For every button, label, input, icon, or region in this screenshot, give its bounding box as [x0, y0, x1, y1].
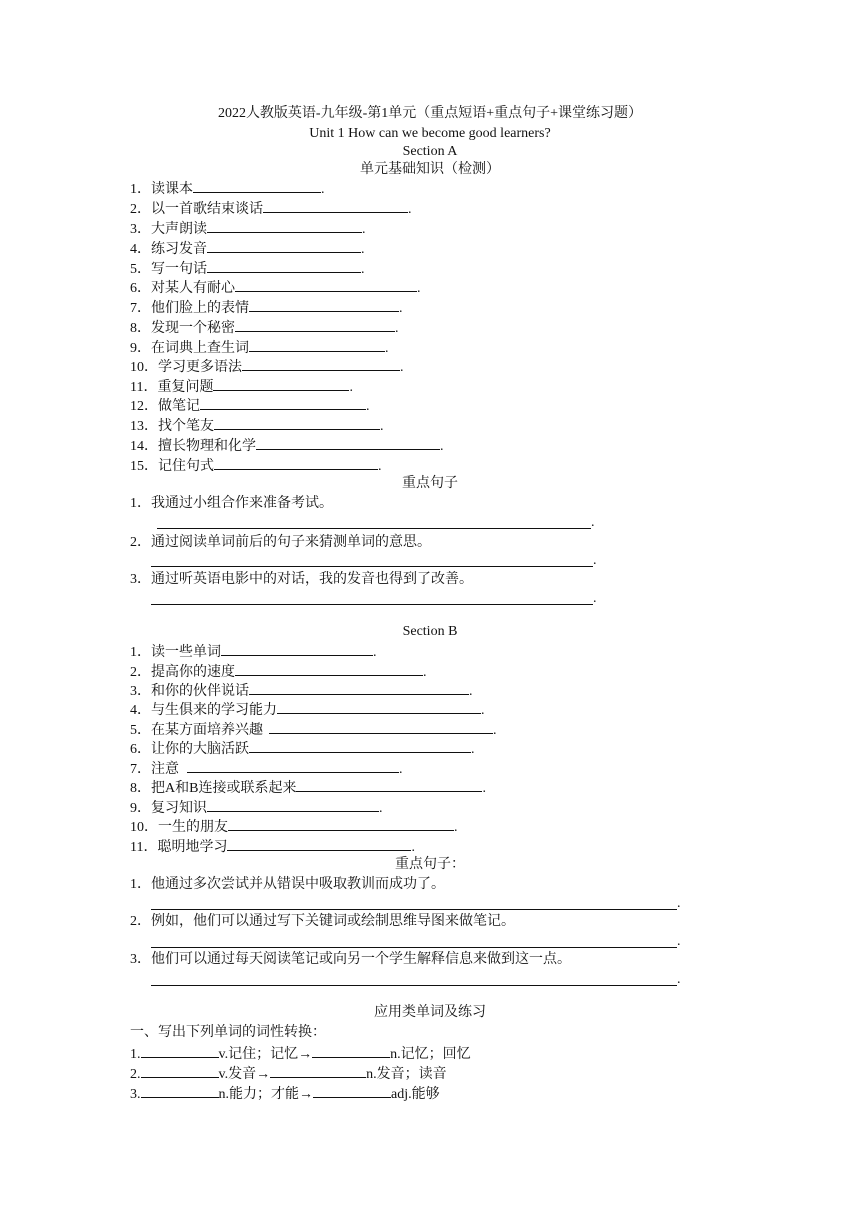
- section-subtitle: 单元基础知识（检测）: [360, 162, 500, 177]
- section-a-heading: Section A: [402, 144, 458, 159]
- answer-blank[interactable]: [277, 699, 481, 714]
- answer-blank[interactable]: [207, 218, 362, 233]
- answer-period: .: [593, 591, 597, 606]
- answer-blank[interactable]: [270, 1063, 366, 1078]
- phrase-item: 4．与生俱来的学习能力 .: [130, 699, 485, 719]
- practice-item: 3. n.能力；才能→ adj.能够: [130, 1083, 440, 1103]
- phrase-item: 1．读一些单词 .: [130, 641, 377, 661]
- phrase-item: 3．和你的伙伴说话 .: [130, 680, 473, 700]
- practice-item: 1. v.记住；记忆→ n.记忆；回忆: [130, 1043, 471, 1063]
- phrase-item: 5．写一句话 .: [130, 258, 365, 278]
- key-sentences-heading: 重点句子: [402, 476, 458, 491]
- answer-blank[interactable]: [227, 836, 411, 851]
- answer-blank[interactable]: [141, 1043, 219, 1058]
- sentence-prompt: 3．他们可以通过每天阅读笔记或向另一个学生解释信息来做到这一点。: [130, 952, 571, 967]
- practice-instruction: 一、写出下列单词的词性转换：: [130, 1025, 326, 1040]
- phrase-item: 13．找个笔友 .: [130, 415, 384, 435]
- phrase-item: 7．注意 .: [130, 758, 403, 778]
- answer-blank[interactable]: [187, 758, 399, 773]
- answer-blank[interactable]: [141, 1083, 219, 1098]
- answer-blank[interactable]: [313, 1083, 391, 1098]
- phrase-item: 6．对某人有耐心 .: [130, 277, 421, 297]
- answer-blank[interactable]: [214, 415, 380, 430]
- phrase-item: 11．聪明地学习 .: [130, 836, 415, 856]
- answer-period: .: [593, 553, 597, 568]
- practice-item: 2. v.发音→ n.发音；读音: [130, 1063, 447, 1083]
- answer-blank[interactable]: [269, 719, 493, 734]
- phrase-item: 5．在某方面培养兴趣 .: [130, 719, 497, 739]
- answer-blank[interactable]: [193, 178, 321, 193]
- answer-blank[interactable]: [213, 376, 349, 391]
- phrase-item: 15．记住句式 .: [130, 455, 382, 475]
- answer-blank[interactable]: [228, 816, 454, 831]
- answer-period: .: [677, 972, 681, 987]
- answer-line[interactable]: [151, 604, 593, 605]
- phrase-item: 8．发现一个秘密 .: [130, 317, 399, 337]
- answer-blank[interactable]: [242, 356, 400, 371]
- answer-blank[interactable]: [207, 797, 379, 812]
- phrase-item: 7．他们脸上的表情 .: [130, 297, 403, 317]
- answer-blank[interactable]: [141, 1063, 219, 1078]
- answer-blank[interactable]: [249, 738, 471, 753]
- section-b-heading: Section B: [402, 624, 458, 639]
- phrase-item: 3．大声朗读 .: [130, 218, 366, 238]
- answer-blank[interactable]: [249, 297, 399, 312]
- phrase-item: 1．读课本 .: [130, 178, 325, 198]
- answer-blank[interactable]: [312, 1043, 390, 1058]
- answer-period: .: [677, 896, 681, 911]
- phrase-item: 10．一生的朋友 .: [130, 816, 458, 836]
- answer-period: .: [591, 515, 595, 530]
- key-sentences-heading: 重点句子：: [395, 857, 465, 872]
- answer-blank[interactable]: [235, 317, 395, 332]
- answer-blank[interactable]: [249, 337, 385, 352]
- unit-title: Unit 1 How can we become good learners?: [309, 126, 551, 141]
- phrase-item: 2．提高你的速度 .: [130, 661, 427, 681]
- phrase-item: 8．把A和B连接或联系起来 .: [130, 777, 486, 797]
- answer-blank[interactable]: [221, 641, 373, 656]
- sentence-prompt: 2．例如，他们可以通过写下关键词或绘制思维导图来做笔记。: [130, 914, 515, 929]
- answer-blank[interactable]: [235, 277, 417, 292]
- answer-blank[interactable]: [207, 258, 361, 273]
- phrase-item: 12．做笔记 .: [130, 395, 370, 415]
- answer-blank[interactable]: [296, 777, 482, 792]
- phrase-item: 9．在词典上查生词 .: [130, 337, 389, 357]
- sentence-prompt: 2．通过阅读单词前后的句子来猜测单词的意思。: [130, 535, 431, 550]
- answer-blank[interactable]: [200, 395, 366, 410]
- answer-line[interactable]: [151, 947, 677, 948]
- answer-blank[interactable]: [263, 198, 408, 213]
- answer-line[interactable]: [157, 528, 591, 529]
- document-title: 2022人教版英语-九年级-第1单元（重点短语+重点句子+课堂练习题）: [217, 106, 643, 121]
- phrase-item: 14．擅长物理和化学 .: [130, 435, 444, 455]
- practice-heading: 应用类单词及练习: [374, 1005, 486, 1020]
- answer-blank[interactable]: [256, 435, 440, 450]
- phrase-item: 11．重复问题 .: [130, 376, 353, 396]
- phrase-item: 2．以一首歌结束谈话 .: [130, 198, 412, 218]
- phrase-item: 4．练习发音 .: [130, 238, 365, 258]
- answer-line[interactable]: [151, 985, 677, 986]
- answer-blank[interactable]: [207, 238, 361, 253]
- sentence-prompt: 1．他通过多次尝试并从错误中吸取教训而成功了。: [130, 877, 445, 892]
- phrase-item: 10．学习更多语法 .: [130, 356, 404, 376]
- answer-line[interactable]: [151, 566, 593, 567]
- answer-period: .: [677, 934, 681, 949]
- phrase-item: 9．复习知识 .: [130, 797, 383, 817]
- answer-blank[interactable]: [249, 680, 469, 695]
- answer-line[interactable]: [151, 909, 677, 910]
- sentence-prompt: 1．我通过小组合作来准备考试。: [130, 496, 333, 511]
- answer-blank[interactable]: [235, 661, 423, 676]
- sentence-prompt: 3．通过听英语电影中的对话，我的发音也得到了改善。: [130, 572, 473, 587]
- phrase-item: 6．让你的大脑活跃 .: [130, 738, 475, 758]
- answer-blank[interactable]: [214, 455, 378, 470]
